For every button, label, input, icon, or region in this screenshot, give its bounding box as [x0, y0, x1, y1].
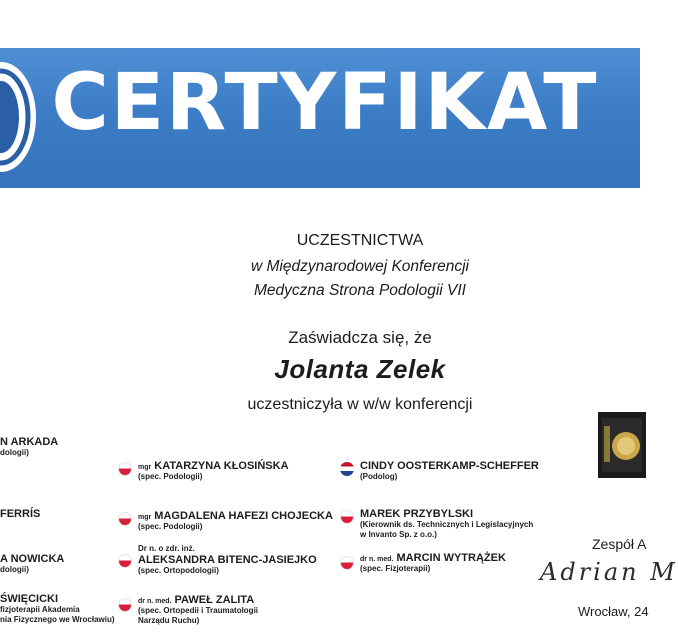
speaker-middle-3: Dr n. o zdr. inż. ALEKSANDRA BITENC-JASIEJKO (spec. Ortopodologii) [138, 544, 317, 575]
speaker-left-1: N ARKADA dologii) [0, 436, 59, 457]
poland-flag-icon [340, 510, 354, 524]
place-and-date: Wrocław, 24 [578, 604, 649, 619]
genuine-seal-icon [598, 412, 646, 478]
participation-statement: uczestniczyła w w/w konferencji [247, 396, 473, 413]
conference-line: w Międzynarodowej Konferencji [251, 258, 469, 275]
handwritten-signature: Adrian M [540, 558, 678, 586]
participant-name: Jolanta Zelek [274, 354, 446, 384]
team-label: Zespół A [592, 536, 647, 552]
speaker-middle-1: mgr KATARZYNA KŁOSIŃSKA (spec. Podologii) [138, 460, 289, 481]
speaker-left-2: FERRÍS [0, 508, 41, 520]
poland-flag-icon [118, 512, 132, 526]
speaker-right-1: CINDY OOSTERKAMP-SCHEFFER (Podolog) [360, 460, 539, 481]
speaker-left-4: ŚWIĘCICKI fizjoterapii Akademia nia Fizycznego we Wrocławiu) [0, 593, 115, 624]
poland-flag-icon [118, 598, 132, 612]
certifies-line: Zaświadcza się, że [288, 328, 432, 347]
netherlands-flag-icon [340, 462, 354, 476]
speaker-middle-4: dr n. med. PAWEŁ ZALITA (spec. Ortopedii i Traumatologii Narządu Ruchu) [138, 594, 259, 625]
poland-flag-icon [340, 556, 354, 570]
certificate-title: CERTYFIKAT [51, 58, 599, 148]
speaker-middle-2: mgr MAGDALENA HAFEZI CHOJECKA (spec. Podologii) [138, 510, 333, 531]
speaker-right-3: dr n. med. MARCIN WYTRĄŻEK (spec. Fizjoterapii) [360, 552, 506, 573]
poland-flag-icon [118, 462, 132, 476]
speaker-right-2: MAREK PRZYBYLSKI (Kierownik ds. Technicznych i Legislacyjnych w Invanto Sp. z o.o.) [360, 508, 534, 539]
poland-flag-icon [118, 554, 132, 568]
conference-name: Medyczna Strona Podologii VII [254, 282, 466, 299]
speaker-left-3: A NOWICKA dologii) [0, 553, 65, 574]
participation-heading: UCZESTNICTWA [296, 232, 424, 249]
